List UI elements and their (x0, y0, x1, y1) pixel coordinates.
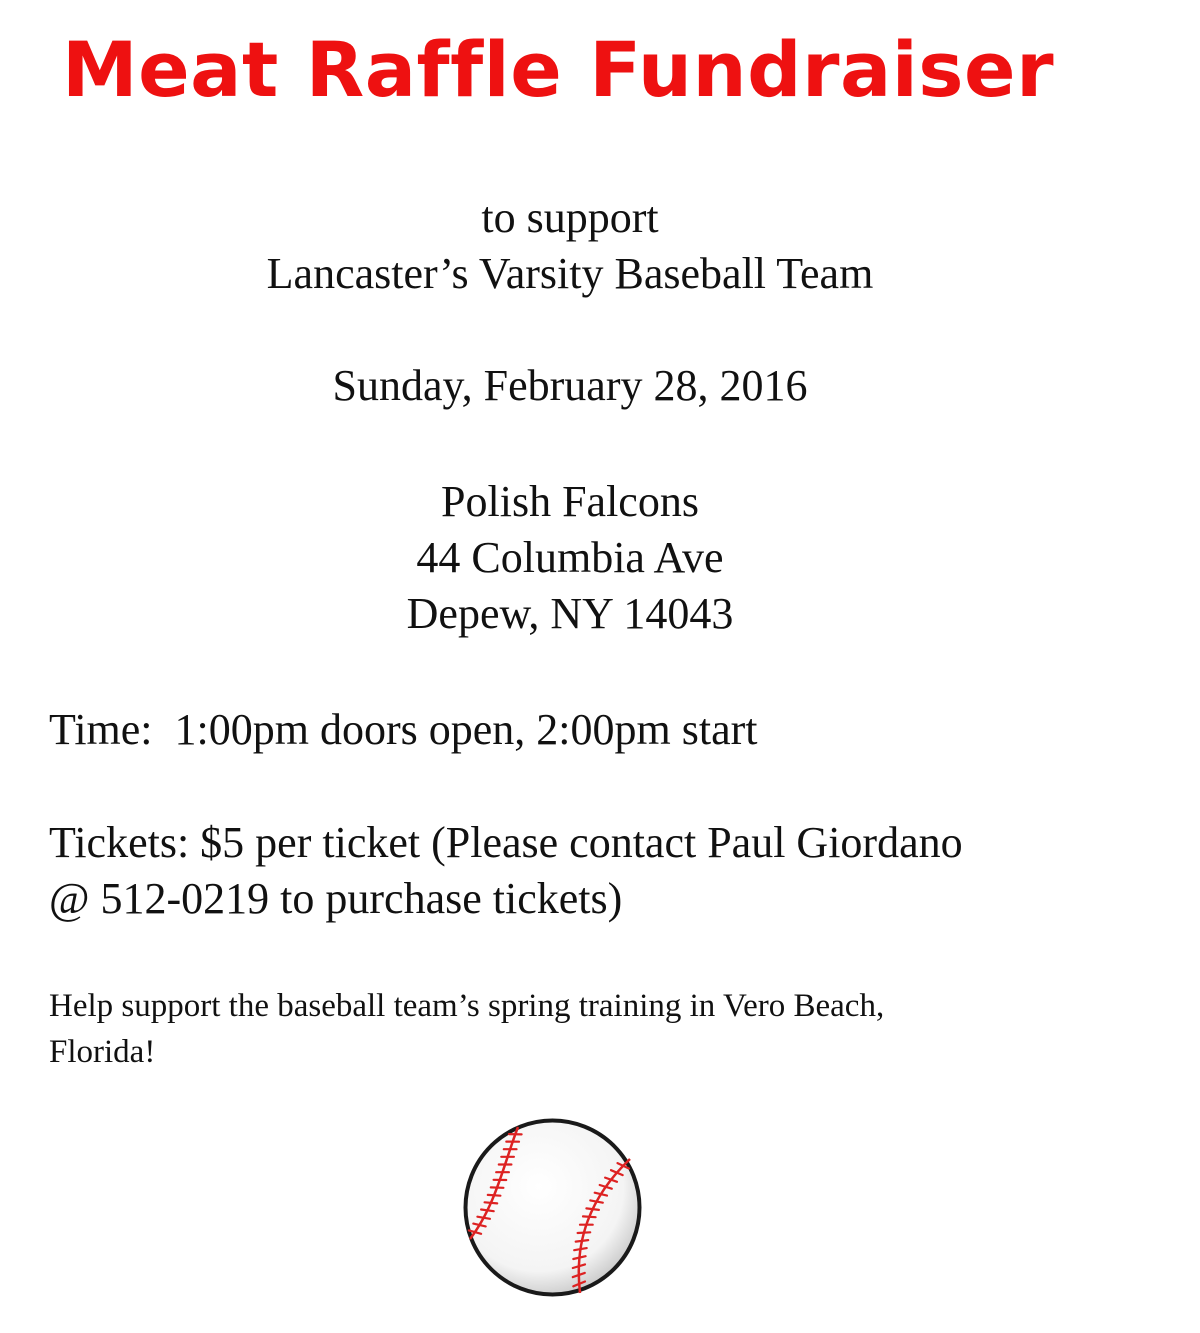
tickets-line-1: Tickets: $5 per ticket (Please contact Paul Giordano (49, 818, 963, 867)
stitch-mark (576, 1240, 589, 1242)
venue-street: 44 Columbia Ave (416, 533, 724, 582)
venue-name: Polish Falcons (441, 477, 699, 526)
flyer-title: Meat Raffle Fundraiser (62, 25, 1055, 114)
tickets-line-2: @ 512-0219 to purchase tickets) (49, 874, 623, 923)
team-line: Lancaster’s Varsity Baseball Team (266, 249, 874, 298)
stitch-mark (578, 1232, 591, 1233)
stitch-mark (485, 1202, 498, 1203)
baseball-icon (460, 1115, 645, 1300)
help-line-2: Florida! (49, 1034, 156, 1070)
stitch-mark (488, 1195, 501, 1196)
stitch-mark (586, 1208, 599, 1210)
time-label: Time: (49, 705, 153, 754)
ball-body (466, 1121, 640, 1295)
venue-city: Depew, NY 14043 (406, 589, 734, 638)
time-value: 1:00pm doors open, 2:00pm start (174, 705, 758, 754)
help-line-1: Help support the baseball team’s spring training in Vero Beach, (49, 988, 885, 1024)
support-line: to support (481, 193, 659, 242)
time-line (49, 702, 758, 758)
stitch-mark (583, 1216, 596, 1217)
event-date: Sunday, February 28, 2016 (332, 361, 808, 410)
